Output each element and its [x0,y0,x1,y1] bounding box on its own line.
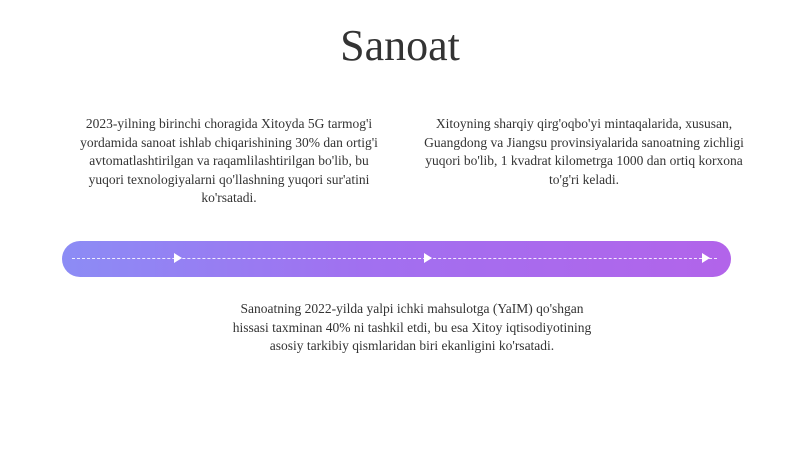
text-block-bottom: Sanoatning 2022-yilda yalpi ichki mahsulotga (YaIM) qo'shgan hissasi taxminan 40% ni tashkil etdi, bu esa Xitoy iqtisodiyotining asosiy tarkibiy qismlaridan biri ekanligini ko'rsatadi. [232,301,592,353]
timeline-dashed-line [72,258,717,259]
timeline-arrow-icon [174,253,182,263]
timeline-bar [62,241,731,277]
timeline-arrow-icon [702,253,710,263]
slide-title: Sanoat [340,21,460,70]
text-block-top-left: 2023-yilning birinchi choragida Xitoyda 5G tarmog'i yordamida sanoat ishlab chiqarishining 30% dan ortig'i avtomatlashtirilgan va raqamlilashtirilgan bo'lib, bu yuqori texnologiyalarni qo'llashning yuqori sur'atini ko'rsatadi. [80,116,378,205]
timeline-arrow-icon [424,253,432,263]
text-block-top-right: Xitoyning sharqiy qirg'oqbo'yi mintaqalarida, xususan, Guangdong va Jiangsu provinsiyalarida sanoatning zichligi yuqori bo'lib, 1 kvadrat kilometrga 1000 dan ortiq korxona to'g'ri keladi. [424,116,744,187]
